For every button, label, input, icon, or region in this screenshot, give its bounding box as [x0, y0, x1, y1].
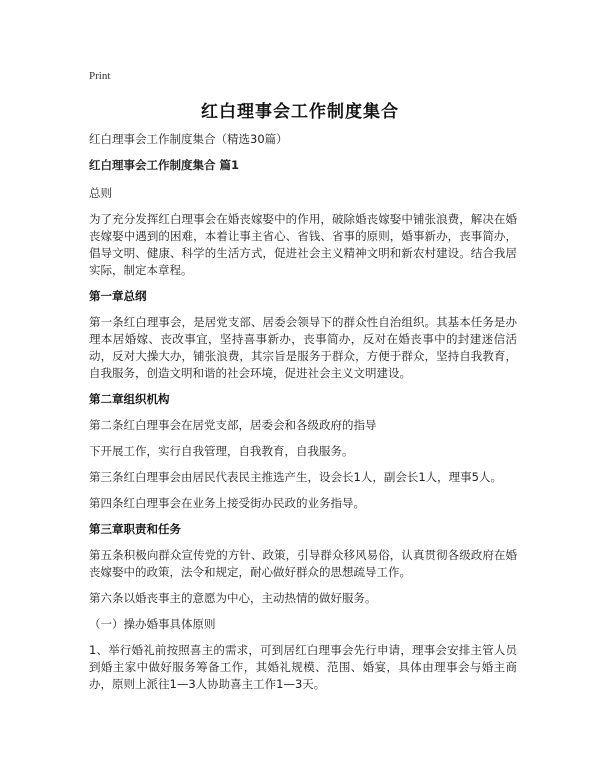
- print-label[interactable]: Print: [89, 70, 111, 82]
- article-5-paragraph: 第五条积极向群众宣传党的方针、政策，引导群众移风易俗，认真贯彻各级政府在婚丧嫁娶中的政策，法令和规定，耐心做好群众的思想疏导工作。: [89, 548, 517, 579]
- document-title: 红白理事会工作制度集合: [201, 102, 399, 122]
- document-subtitle: 红白理事会工作制度集合（精选30篇）: [89, 132, 288, 146]
- section-heading: 红白理事会工作制度集合 篇1: [89, 158, 240, 172]
- article-2-continuation: 下开展工作，实行自我管理，自我教育，自我服务。: [89, 444, 354, 458]
- article-6-paragraph: 第六条以婚丧事主的意愿为中心，主动热情的做好服务。: [89, 591, 377, 605]
- article-2-paragraph: 第二条红白理事会在居党支部，居委会和各级政府的指导: [89, 418, 377, 432]
- item-1-paragraph: 1、举行婚礼前按照喜主的需求，可到居红白理事会先行申请，理事会安排主管人员到婚主家中做好服务筹备工作，其婚礼规模、范围、婚宴，具体由理事会与婚主商办，原则上派往1—3人协助喜主工作1—3天。: [89, 643, 517, 691]
- article-1-paragraph: 第一条红白理事会，是居党支部、居委会领导下的群众性自治组织。其基本任务是办理本居婚嫁、丧改事宜，坚持喜事新办，丧事简办，反对在婚丧事中的封建迷信活动，反对大操大办，铺张浪费，其宗旨是服务于群众，方便于群众，坚持自我教育，自我服务，创造文明和谐的社会环境，促进社会主义文明建设。: [89, 315, 517, 380]
- chapter-3-heading: 第三章职责和任务: [89, 522, 181, 536]
- document-body: [89, 131, 517, 702]
- general-paragraph: 为了充分发挥红白理事会在婚丧嫁娶中的作用，破除婚丧嫁娶中铺张浪费，解决在婚丧嫁娶中遇到的困难，本着让事主省心、省钱、省事的原则，婚事新办，丧事简办，倡导文明、健康、科学的生活方式，促进社会主义精神文明和新农村建设。结合我居实际，制定本章程。: [89, 212, 517, 277]
- chapter-2-heading: 第二章组织机构: [89, 392, 170, 406]
- article-4-paragraph: 第四条红白理事会在业务上接受街办民政的业务指导。: [89, 496, 365, 510]
- general-label: 总则: [89, 186, 112, 200]
- principle-heading: （一）操办婚事具体原则: [89, 617, 216, 631]
- article-3-paragraph: 第三条红白理事会由居民代表民主推选产生，设会长1人，副会长1人，理事5人。: [89, 470, 502, 484]
- chapter-1-heading: 第一章总纲: [89, 289, 147, 303]
